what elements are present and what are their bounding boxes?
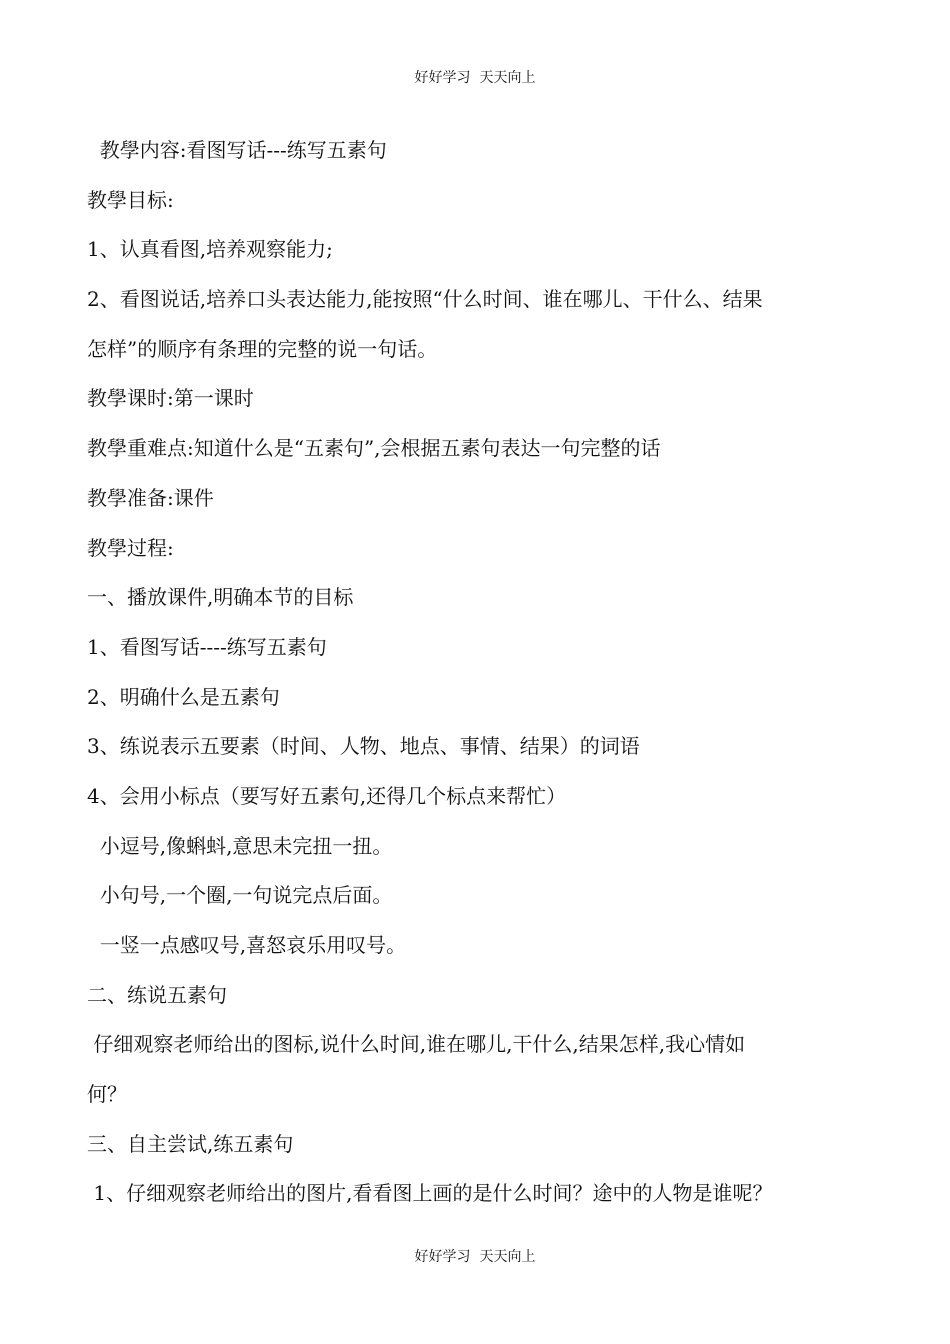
- rhyme-exclamation: 一竖一点感叹号,喜怒哀乐用叹号。: [87, 933, 407, 957]
- goal-2-part-1: 2、看图说话,培养口头表达能力,能按照“什么时间、谁在哪儿、干什么、结果: [87, 287, 763, 312]
- page-footer: 好好学习 天天向上: [414, 1249, 536, 1265]
- section-3-heading: 三、自主尝试,练五素句: [87, 1131, 294, 1156]
- section-2-text-part-1: 仔细观察老师给出的图标,说什么时间,谁在哪儿,干什么,结果怎样,我心情如: [87, 1032, 746, 1057]
- section-3-item-1: 1、仔细观察老师给出的图片,看看图上画的是什么时间？途中的人物是谁呢？: [87, 1181, 773, 1206]
- lesson-content-line: 教學内容:看图写话---练写五素句: [87, 138, 387, 162]
- section-1-heading: 一、播放课件,明确本节的目标: [87, 585, 354, 610]
- process-heading: 教學过程:: [87, 535, 174, 560]
- lesson-goals-heading: 教學目标:: [87, 187, 174, 212]
- goal-1: 1、认真看图,培养观察能力;: [87, 237, 333, 262]
- goal-2-part-2: 怎样”的顺序有条理的完整的说一句话。: [87, 336, 438, 361]
- preparation-line: 教學准备:课件: [87, 485, 214, 510]
- document-body: [87, 126, 867, 1219]
- rhyme-period: 小句号,一个圈,一句说完点后面。: [87, 883, 393, 908]
- section-1-item-3: 3、练说表示五要素（时间、人物、地点、事情、结果）的词语: [87, 734, 640, 759]
- page-header: 好好学习 天天向上: [414, 70, 536, 86]
- section-2-heading: 二、练说五素句: [87, 982, 227, 1007]
- section-1-item-1: 1、看图写话----练写五素句: [87, 634, 327, 659]
- section-2-text-part-2: 何？: [87, 1082, 127, 1107]
- section-1-item-2: 2、明确什么是五素句: [87, 684, 280, 709]
- key-difficulty-line: 教學重难点:知道什么是“五素句”,会根据五素句表达一句完整的话: [87, 436, 661, 461]
- section-1-item-4: 4、会用小标点（要写好五素句,还得几个标点来帮忙）: [87, 783, 567, 808]
- rhyme-comma: 小逗号,像蝌蚪,意思未完扭一扭。: [87, 833, 393, 858]
- lesson-hours-line: 教學课时:第一课时: [87, 386, 254, 411]
